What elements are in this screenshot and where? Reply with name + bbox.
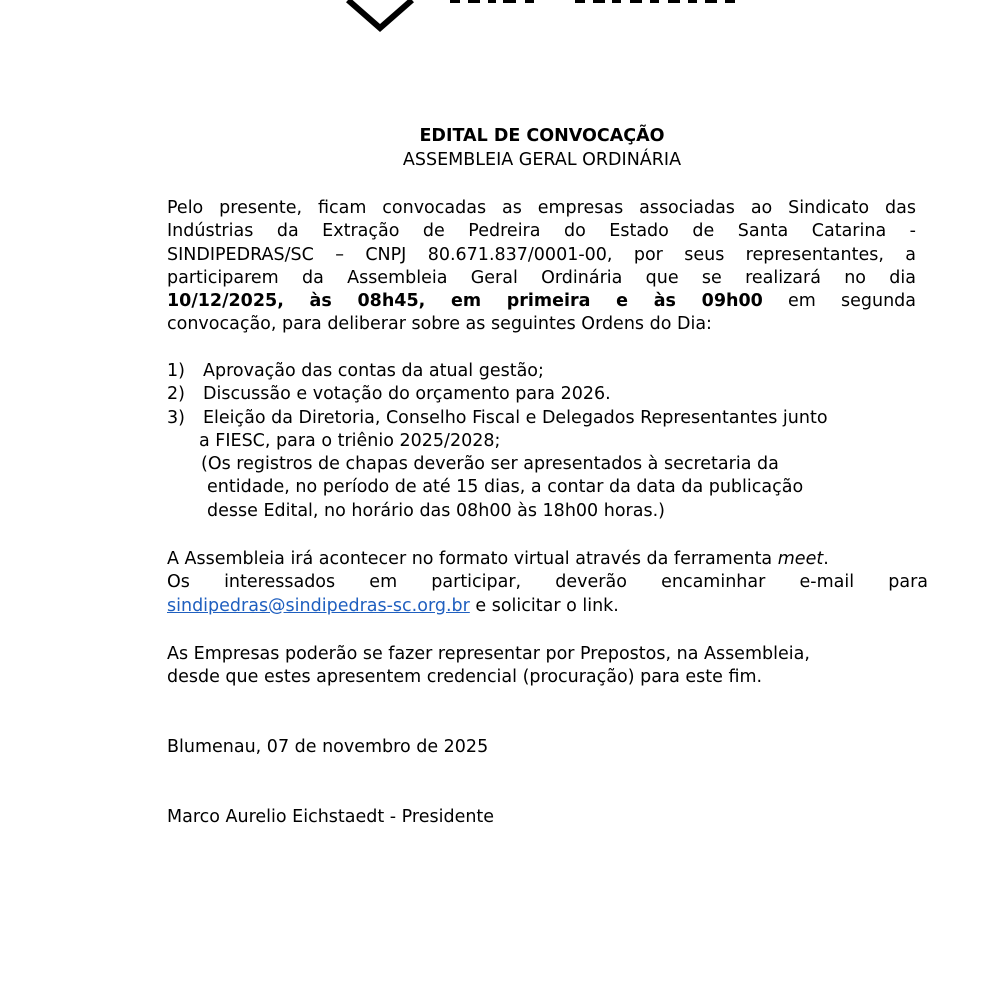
agenda-text: Aprovação das contas da atual gestão; bbox=[203, 361, 544, 381]
document-title: EDITAL DE CONVOCAÇÃO bbox=[419, 126, 665, 146]
intro-line: Pelo presente, ficam convocadas as empresas associadas ao Sindicato das bbox=[167, 198, 916, 218]
agenda-note: (Os registros de chapas deverão ser apresentados à secretaria da bbox=[201, 454, 779, 475]
intro-line: convocação, para deliberar sobre as seguintes Ordens do Dia: bbox=[167, 314, 712, 335]
intro-line bbox=[167, 290, 916, 313]
logo-lettering-fragment bbox=[450, 0, 735, 3]
meeting-period: . bbox=[823, 549, 829, 569]
logo-diamond-icon bbox=[348, 0, 412, 28]
meeting-paragraph bbox=[167, 548, 928, 618]
signature: Marco Aurelio Eichstaedt - Presidente bbox=[167, 807, 495, 827]
meeting-date-time: 10/12/2025, às 08h45, em primeira e às 09h00 bbox=[167, 291, 763, 312]
agenda-note: entidade, no período de até 15 dias, a contar da data da publicação bbox=[207, 477, 804, 498]
agenda-item bbox=[167, 407, 927, 430]
meeting-tool: meet bbox=[777, 549, 824, 569]
intro-line: SINDIPEDRAS/SC – CNPJ 80.671.837/0001-00, por seus representantes, a bbox=[167, 244, 916, 265]
agenda-number: 1) bbox=[167, 361, 185, 381]
agenda-text: Eleição da Diretoria, Conselho Fiscal e Delegados Representantes junto bbox=[203, 407, 828, 428]
meeting-text: A Assembleia irá acontecer no formato virtual através da ferramenta bbox=[167, 549, 773, 569]
agenda-item bbox=[167, 383, 927, 406]
agenda-list bbox=[167, 360, 927, 523]
agenda-continuation: a FIESC, para o triênio 2025/2028; bbox=[199, 430, 501, 451]
intro-line: participarem da Assembleia Geral Ordinária que se realizará no dia bbox=[167, 267, 916, 288]
meeting-line bbox=[167, 595, 928, 618]
document-subtitle: ASSEMBLEIA GERAL ORDINÁRIA bbox=[402, 150, 682, 170]
intro-line-rest: em segunda bbox=[788, 291, 916, 312]
agenda-item bbox=[167, 360, 927, 383]
email-link[interactable]: sindipedras@sindipedras-sc.org.br bbox=[167, 595, 470, 616]
proxy-paragraph bbox=[167, 643, 928, 690]
place-date: Blumenau, 07 de novembro de 2025 bbox=[167, 737, 489, 757]
proxy-line: As Empresas poderão se fazer representar por Prepostos, na Assembleia, bbox=[167, 644, 810, 664]
agenda-number: 3) bbox=[167, 407, 185, 428]
agenda-text: Discussão e votação do orçamento para 2026. bbox=[203, 384, 611, 405]
proxy-line: desde que estes apresentem credencial (procuração) para este fim. bbox=[167, 667, 763, 688]
meeting-line: Os interessados em participar, deverão encaminhar e-mail para bbox=[167, 572, 928, 593]
intro-line: Indústrias da Extração de Pedreira do Estado de Santa Catarina - bbox=[167, 221, 916, 242]
organization-logo bbox=[0, 0, 1000, 40]
agenda-note: desse Edital, no horário das 08h00 às 18h00 horas.) bbox=[207, 500, 665, 521]
meeting-line bbox=[167, 548, 928, 571]
intro-paragraph bbox=[167, 197, 916, 337]
agenda-number: 2) bbox=[167, 384, 185, 405]
meeting-text: e solicitar o link. bbox=[469, 595, 619, 616]
